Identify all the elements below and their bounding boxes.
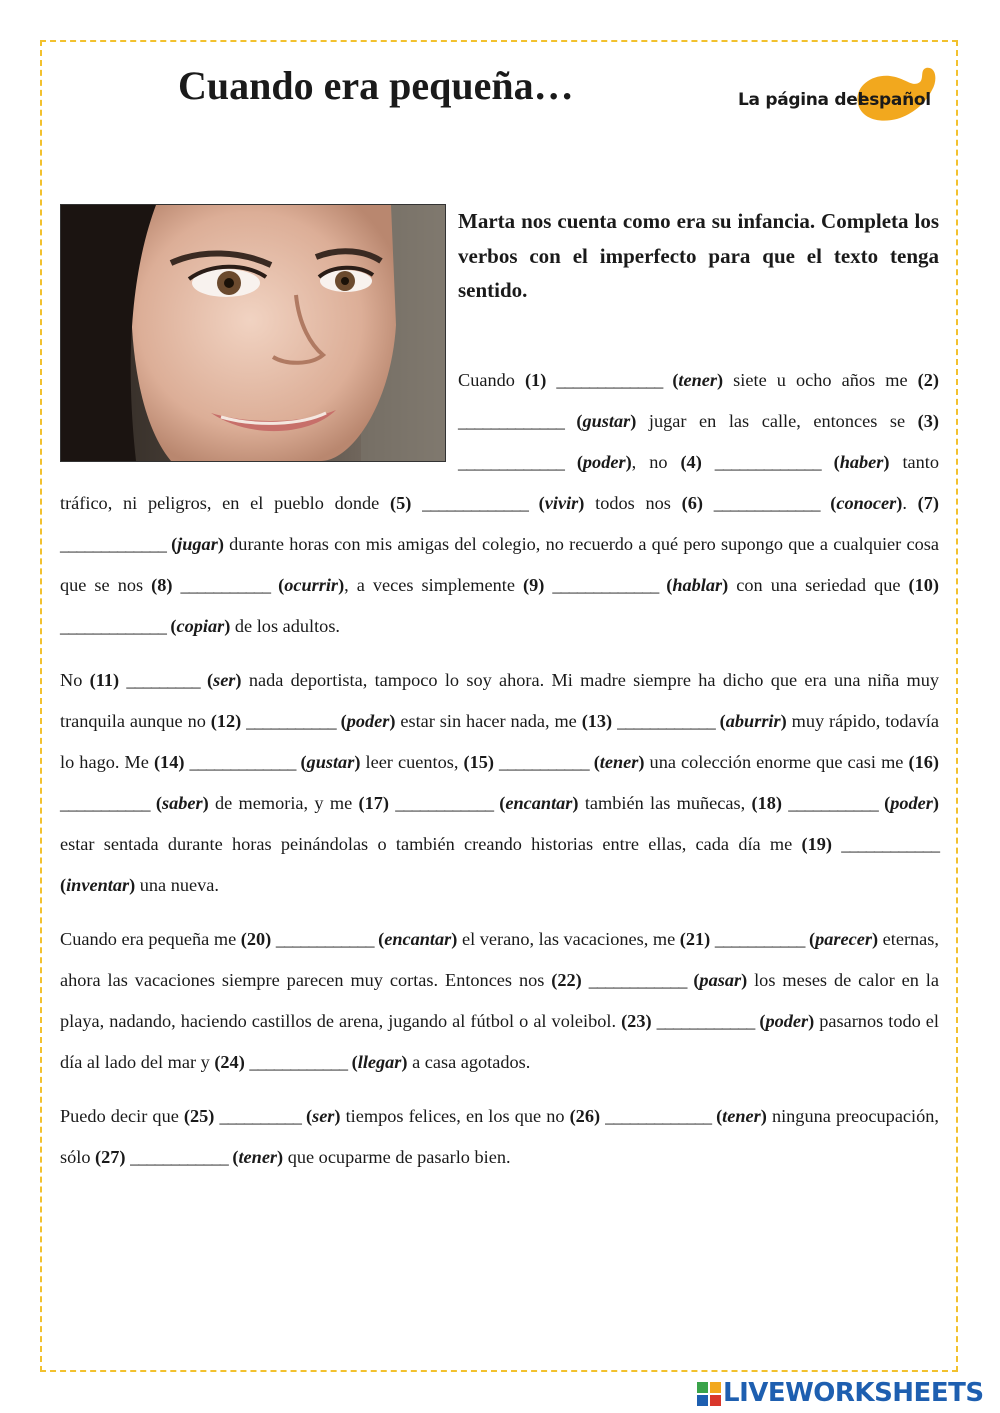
liveworksheets-footer — [697, 1378, 993, 1410]
text-run: jugar en las calle, entonces se — [636, 411, 918, 431]
answer-blank[interactable]: ____________ — [656, 1011, 755, 1031]
verb-infinitive: tener — [678, 370, 717, 390]
paragraph-4 — [60, 1096, 939, 1178]
blank-number: (26) — [569, 1106, 601, 1126]
text-run — [832, 834, 841, 854]
text-run — [200, 670, 207, 690]
text-run: tiempos felices, en los que no — [340, 1106, 570, 1126]
blank-number: (24) — [214, 1052, 245, 1072]
blank-number: (9) — [523, 575, 545, 595]
verb-infinitive: tener — [238, 1147, 278, 1167]
text-run: leer cuentos, — [360, 752, 464, 772]
verb-infinitive: ocurrir — [284, 575, 339, 595]
answer-blank[interactable]: _____________ — [714, 452, 821, 472]
answer-blank[interactable]: _____________ — [552, 575, 659, 595]
answer-blank[interactable]: _____________ — [422, 493, 528, 513]
blank-number: (25) — [183, 1106, 215, 1126]
answer-blank[interactable]: _____________ — [605, 1106, 711, 1126]
blank-number: (21) — [679, 929, 711, 949]
text-run: tanto tráfico, ni peligros, en el pueblo donde — [60, 452, 939, 513]
verb-hint: (llegar) — [351, 1052, 408, 1072]
verb-hint: (ser) — [206, 670, 242, 690]
verb-hint: (pasar) — [693, 970, 748, 990]
verb-hint: (parecer) — [809, 929, 879, 949]
verb-infinitive: poder — [765, 1011, 809, 1031]
text-run: , no — [631, 452, 681, 472]
text-run — [528, 493, 539, 513]
text-run — [546, 370, 556, 390]
verb-hint: (vivir) — [538, 493, 585, 513]
verb-infinitive: haber — [839, 452, 884, 472]
text-run — [821, 452, 834, 472]
blank-number: (18) — [751, 793, 782, 813]
verb-hint: (poder) — [340, 711, 396, 731]
answer-blank[interactable]: ____________ — [130, 1147, 228, 1167]
text-run: también las muñecas, — [578, 793, 752, 813]
verb-infinitive: hablar — [672, 575, 723, 595]
text-run: pasarnos todo el día al lado del mar y — [60, 1011, 939, 1072]
blank-number: (4) — [680, 452, 702, 472]
blank-number: (20) — [240, 929, 272, 949]
text-run: de los adultos. — [230, 616, 341, 636]
verb-infinitive: poder — [346, 711, 390, 731]
text-run: de memoria, y me — [208, 793, 359, 813]
text-run: nada deportista, tampoco lo soy ahora. Mi madre siempre ha dicho que era una niña muy tranquila aunque no — [60, 670, 940, 731]
verb-infinitive: conocer — [836, 493, 897, 513]
blank-number: (8) — [151, 575, 173, 595]
answer-blank[interactable]: _____________ — [458, 452, 564, 472]
verb-infinitive: aburrir — [725, 711, 781, 731]
verb-infinitive: encantar — [505, 793, 573, 813]
text-run — [564, 411, 577, 431]
blank-number: (16) — [908, 752, 939, 772]
verb-hint: (tener) — [593, 752, 645, 772]
verb-hint: (aburrir) — [719, 711, 787, 731]
answer-blank[interactable]: ___________ — [180, 575, 271, 595]
text-run: que ocuparme de pasarlo bien. — [283, 1147, 511, 1167]
text-run: todos nos — [584, 493, 682, 513]
verb-hint: (encantar) — [378, 929, 458, 949]
text-run: ninguna preocupación, sólo — [60, 1106, 939, 1167]
text-run: estar sin hacer nada, me — [395, 711, 582, 731]
blank-number: (1) — [524, 370, 547, 390]
verb-infinitive: vivir — [544, 493, 579, 513]
answer-blank[interactable]: ____________ — [395, 793, 493, 813]
verb-infinitive: jugar — [177, 534, 218, 554]
verb-hint: (hablar) — [666, 575, 729, 595]
verb-hint: (copiar) — [170, 616, 231, 636]
verb-infinitive: ser — [213, 670, 236, 690]
answer-blank[interactable]: ____________ — [275, 929, 374, 949]
verb-infinitive: gustar — [306, 752, 355, 772]
answer-blank[interactable]: _________ — [126, 670, 200, 690]
text-run — [270, 575, 278, 595]
answer-blank[interactable]: ____________ — [249, 1052, 348, 1072]
answer-blank[interactable]: ___________ — [499, 752, 589, 772]
blank-number: (7) — [917, 493, 939, 513]
answer-blank[interactable]: ___________ — [714, 929, 805, 949]
text-run: Cuando era pequeña me — [60, 929, 241, 949]
verb-infinitive: tener — [722, 1106, 761, 1126]
logo-text-highlight: español — [858, 90, 931, 110]
verb-hint: (encantar) — [499, 793, 579, 813]
verb-hint: (gustar) — [576, 411, 637, 431]
blank-number: (11) — [89, 670, 120, 690]
blank-number: (12) — [210, 711, 242, 731]
answer-blank[interactable]: ____________ — [588, 970, 687, 990]
answer-blank[interactable]: ____________ — [841, 834, 939, 854]
blank-number: (6) — [681, 493, 703, 513]
verb-hint: (poder) — [759, 1011, 815, 1031]
verb-infinitive: poder — [890, 793, 933, 813]
verb-hint: (saber) — [155, 793, 209, 813]
text-run: los meses de calor en la playa, nadando, haciendo castillos de arena, jugando al fútbol o al voleibol. — [60, 970, 940, 1031]
paragraph-2 — [60, 660, 939, 906]
blank-number: (19) — [801, 834, 833, 854]
verb-infinitive: encantar — [384, 929, 452, 949]
liveworksheets-logo-icon — [697, 1382, 721, 1406]
text-run — [411, 493, 422, 513]
verb-hint: (poder) — [576, 452, 632, 472]
blank-number: (10) — [908, 575, 939, 595]
verb-hint: (poder) — [884, 793, 939, 813]
verb-infinitive: copiar — [176, 616, 225, 636]
blank-number: (15) — [463, 752, 494, 772]
exercise-text — [60, 360, 939, 1191]
verb-hint: (tener) — [716, 1106, 767, 1126]
instructions: Marta nos cuenta como era su infancia. Completa los verbos con el imperfecto para que el texto tenga sentido. — [458, 209, 939, 302]
verb-infinitive: pasar — [699, 970, 742, 990]
text-run — [564, 452, 577, 472]
verb-infinitive: inventar — [66, 875, 130, 895]
verb-hint: (gustar) — [300, 752, 361, 772]
blank-number: (13) — [581, 711, 613, 731]
answer-blank[interactable]: ___________ — [246, 711, 336, 731]
text-run: muy rápido, todavía lo hago. Me — [60, 711, 940, 772]
blank-number: (23) — [621, 1011, 652, 1031]
text-run: Cuando — [458, 370, 525, 390]
text-run: durante horas con mis amigas del colegio, no recuerdo a qué pero supongo que a cualquier cosa que se nos — [60, 534, 939, 595]
answer-blank[interactable]: _____________ — [189, 752, 296, 772]
answer-blank[interactable]: ___________ — [60, 793, 150, 813]
text-run: siete u ocho años me — [723, 370, 918, 390]
verb-infinitive: tener — [599, 752, 639, 772]
text-run: una colección enorme que casi me — [644, 752, 909, 772]
blank-number: (27) — [95, 1147, 126, 1167]
blank-number: (17) — [358, 793, 389, 813]
text-run: con una seriedad que — [728, 575, 909, 595]
answer-blank[interactable]: _____________ — [60, 616, 166, 636]
answer-blank[interactable]: _____________ — [458, 411, 564, 431]
text-run — [662, 370, 672, 390]
verb-hint: (jugar) — [171, 534, 224, 554]
verb-infinitive: ser — [312, 1106, 335, 1126]
text-run — [172, 575, 180, 595]
verb-hint: (ser) — [305, 1106, 341, 1126]
blank-number: (2) — [917, 370, 939, 390]
text-run: una nueva. — [135, 875, 219, 895]
blank-number: (22) — [551, 970, 582, 990]
verb-infinitive: gustar — [582, 411, 631, 431]
blank-number: (3) — [917, 411, 939, 431]
verb-hint: (tener) — [672, 370, 724, 390]
verb-infinitive: llegar — [357, 1052, 402, 1072]
blank-number: (14) — [153, 752, 185, 772]
paragraph-3 — [60, 919, 939, 1083]
text-run: , a veces simplemente — [344, 575, 524, 595]
verb-hint: (inventar) — [60, 875, 136, 895]
text-run — [702, 452, 715, 472]
text-run: estar sentada durante horas peinándolas o también creando historias entre ellas, cada día me — [60, 834, 802, 854]
logo-text-prefix: La página del — [738, 90, 863, 110]
text-run: eternas, ahora las vacaciones siempre parecen muy cortas. Entonces nos — [60, 929, 939, 990]
answer-blank[interactable]: _____________ — [556, 370, 663, 390]
verb-hint: (haber) — [833, 452, 890, 472]
liveworksheets-brand: LIVEWORKSHEETS — [723, 1378, 984, 1408]
verb-hint: (conocer) — [830, 493, 903, 513]
text-run: el verano, las vacaciones, me — [457, 929, 680, 949]
verb-infinitive: poder — [582, 452, 626, 472]
text-run: a casa agotados. — [407, 1052, 531, 1072]
answer-blank[interactable]: _____________ — [713, 493, 820, 513]
text-run — [582, 970, 589, 990]
verb-hint: (tener) — [232, 1147, 284, 1167]
text-run: No — [60, 670, 90, 690]
answer-blank[interactable]: __________ — [219, 1106, 301, 1126]
blank-number: (5) — [390, 493, 412, 513]
text-run — [820, 493, 831, 513]
text-run — [703, 493, 714, 513]
answer-blank[interactable]: _____________ — [60, 534, 166, 554]
answer-blank[interactable]: ____________ — [617, 711, 715, 731]
verb-infinitive: saber — [161, 793, 203, 813]
answer-blank[interactable]: ___________ — [788, 793, 878, 813]
site-logo — [738, 64, 938, 130]
verb-infinitive: parecer — [815, 929, 872, 949]
text-run: . — [902, 493, 918, 513]
text-run: Puedo decir que — [60, 1106, 184, 1126]
verb-hint: (ocurrir) — [278, 575, 345, 595]
page-title: Cuando era pequeña… — [178, 63, 574, 108]
